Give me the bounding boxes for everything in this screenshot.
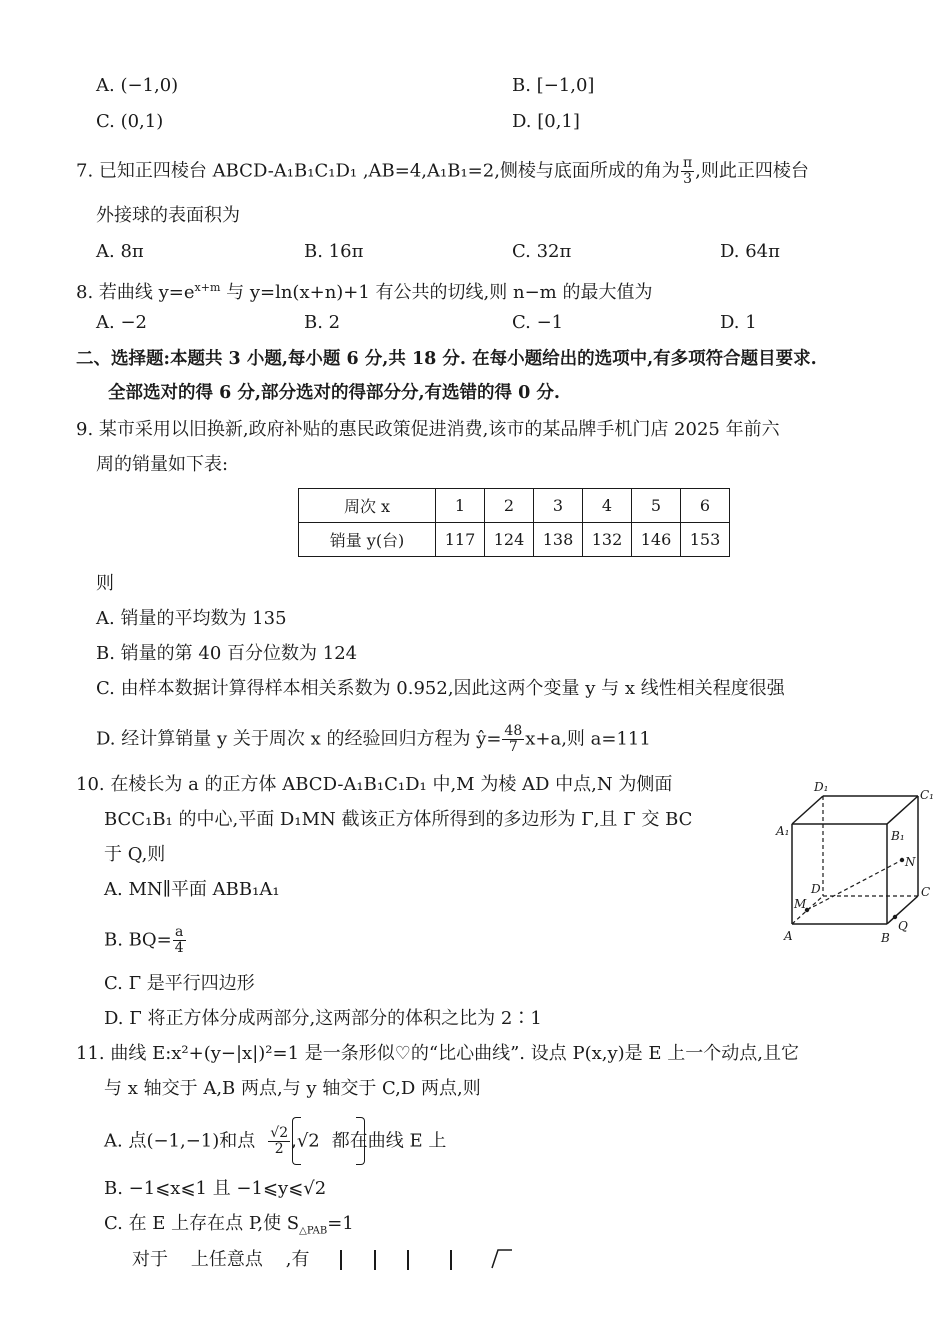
q11-a-after: 都在曲线 E 上 (331, 1130, 447, 1152)
label-q: Q (898, 919, 908, 933)
q10-option-b (104, 925, 187, 956)
q7-stem-line2: 外接球的表面积为 (96, 205, 240, 226)
table-cell: 138 (534, 523, 583, 557)
table-row (299, 523, 730, 557)
table-header-sales: 销量 y(台) (299, 523, 436, 557)
q7-option-c: C. 32π (512, 241, 572, 262)
q10-stem-line3: 于 Q,则 (104, 844, 166, 865)
table-cell: 117 (436, 523, 485, 557)
q10-option-a: A. MN∥平面 ABB₁A₁ (104, 879, 280, 900)
label-b: B (881, 931, 890, 945)
table-cell: 146 (632, 523, 681, 557)
q11-option-c (104, 1212, 354, 1244)
q7-frac-den: 3 (683, 171, 692, 187)
label-c: C (921, 885, 931, 899)
table-cell: 4 (583, 489, 632, 523)
table-cell: 2 (485, 489, 534, 523)
q11-a-num: √2 (270, 1125, 289, 1141)
q11-option-a (104, 1126, 446, 1157)
table-cell: 1 (436, 489, 485, 523)
q7-text-before: 7. 已知正四棱台 ABCD-A₁B₁C₁D₁ ,AB=4,A₁B₁=2,侧棱与底面所成的角为 (76, 160, 680, 182)
q6-option-d: D. [0,1] (512, 111, 580, 132)
point-q (893, 915, 897, 919)
q8-option-a: A. −2 (96, 312, 147, 333)
q11-option-d-partial: 对于 上任意点 ,有 (132, 1249, 310, 1270)
table-row (299, 489, 730, 523)
q9-stem: 9. 某市采用以旧换新,政府补贴的惠民政策促进消费,该市的某品牌手机门店 2025 年前六 (76, 419, 780, 440)
edge-b1-c1 (887, 796, 918, 824)
q11-stem-line2: 与 x 轴交于 A,B 两点,与 y 轴交于 C,D 两点,则 (104, 1078, 481, 1099)
section2-heading: 二、选择题:本题共 3 小题,每小题 6 分,共 18 分. 在每小题给出的选项中,有多项符合题目要求. (76, 349, 817, 369)
label-a: A (784, 929, 793, 943)
cut-off-sqrt-glyph (490, 1248, 514, 1270)
right-bracket (356, 1117, 365, 1165)
label-m: M (794, 897, 807, 911)
q9-d-after: x+a,则 a=111 (525, 728, 651, 750)
q11-a-fraction (268, 1126, 290, 1157)
q9-stem-line2: 周的销量如下表: (96, 454, 229, 475)
left-bracket (292, 1117, 301, 1165)
q6-option-c: C. (0,1) (96, 111, 164, 132)
table-cell: 3 (534, 489, 583, 523)
q10-b-den: 4 (174, 940, 184, 956)
q6-option-a: A. (−1,0) (96, 75, 179, 96)
point-n (900, 858, 904, 862)
q11-c-sub: △PAB (299, 1225, 328, 1237)
q11-c-before: C. 在 E 上存在点 P,使 S (104, 1213, 300, 1234)
table-cell: 153 (681, 523, 730, 557)
q9-sales-table (298, 488, 730, 557)
q11-a-before: A. 点(−1,−1)和点 (104, 1130, 256, 1152)
q9-d-fraction (502, 724, 524, 755)
q7-option-d: D. 64π (720, 241, 780, 262)
q9-d-before: D. 经计算销量 y 关于周次 x 的经验回归方程为 ŷ= (96, 728, 502, 750)
cut-off-glyph (450, 1250, 452, 1270)
q9-option-d (96, 724, 651, 755)
label-b1: B₁ (891, 829, 905, 843)
q8-stem (76, 276, 652, 305)
table-cell: 5 (632, 489, 681, 523)
q7-text-after: ,则此正四棱台 (695, 160, 809, 182)
table-cell: 6 (681, 489, 730, 523)
q8-option-b: B. 2 (304, 312, 341, 333)
label-d1: D₁ (814, 780, 829, 794)
q9-option-c: C. 由样本数据计算得样本相关系数为 0.952,因此这两个变量 y 与 x 线性相关程度很强 (96, 678, 785, 699)
q9-option-a: A. 销量的平均数为 135 (96, 608, 287, 629)
q11-option-b: B. −1⩽x⩽1 且 −1⩽y⩽√2 (104, 1178, 327, 1199)
cut-off-glyph (340, 1250, 342, 1270)
q7-angle-fraction (681, 156, 694, 187)
label-a1: A₁ (776, 824, 790, 838)
q8-option-d: D. 1 (720, 312, 757, 333)
table-cell: 132 (583, 523, 632, 557)
q7-option-a: A. 8π (96, 241, 144, 262)
q11-c-after: =1 (327, 1213, 354, 1234)
q7-frac-num: π (682, 155, 693, 171)
q9-d-den: 7 (508, 739, 518, 755)
q9-then: 则 (96, 573, 114, 594)
table-header-week: 周次 x (299, 489, 436, 523)
label-d: D (811, 882, 821, 896)
q10-option-c: C. Γ 是平行四边形 (104, 973, 255, 994)
q8-prefix: 8. 若曲线 y=e (76, 282, 195, 303)
q11-a-den: 2 (274, 1141, 284, 1157)
q10-b-before: B. BQ= (104, 929, 172, 951)
table-cell: 124 (485, 523, 534, 557)
q10-b-fraction (173, 925, 186, 956)
cut-off-glyph (374, 1250, 376, 1270)
q6-option-b: B. [−1,0] (512, 75, 595, 96)
q7-stem (76, 156, 809, 187)
edge-a1-d1 (792, 796, 823, 824)
section2-heading-line2: 全部选对的得 6 分,部分选对的得部分分,有选错的得 0 分. (108, 383, 560, 403)
label-n: N (905, 855, 916, 869)
label-c1: C₁ (920, 788, 934, 802)
q10-stem: 10. 在棱长为 a 的正方体 ABCD-A₁B₁C₁D₁ 中,M 为棱 AD 中点,N 为侧面 (76, 774, 673, 795)
q10-b-num: a (173, 925, 186, 941)
q10-option-d: D. Γ 将正方体分成两部分,这两部分的体积之比为 2∶1 (104, 1008, 542, 1029)
q9-d-num: 48 (504, 723, 523, 739)
q11-a-mid: ,√2 (291, 1130, 320, 1152)
q8-option-c: C. −1 (512, 312, 564, 333)
q7-option-b: B. 16π (304, 241, 364, 262)
cut-off-glyph (407, 1250, 409, 1270)
q11-stem: 11. 曲线 E:x²+(y−|x|)²=1 是一条形似♡的“比心曲线”. 设点 P(x,y)是 E 上一个动点,且它 (76, 1043, 799, 1064)
q10-cube-figure (770, 772, 940, 950)
q8-exponent: x+m (194, 281, 221, 294)
q9-option-b: B. 销量的第 40 百分位数为 124 (96, 643, 358, 664)
q8-suffix: 与 y=ln(x+n)+1 有公共的切线,则 n−m 的最大值为 (220, 282, 653, 303)
q10-stem-line2: BCC₁B₁ 的中心,平面 D₁MN 截该正方体所得到的多边形为 Γ,且 Γ 交 BC (104, 809, 693, 830)
